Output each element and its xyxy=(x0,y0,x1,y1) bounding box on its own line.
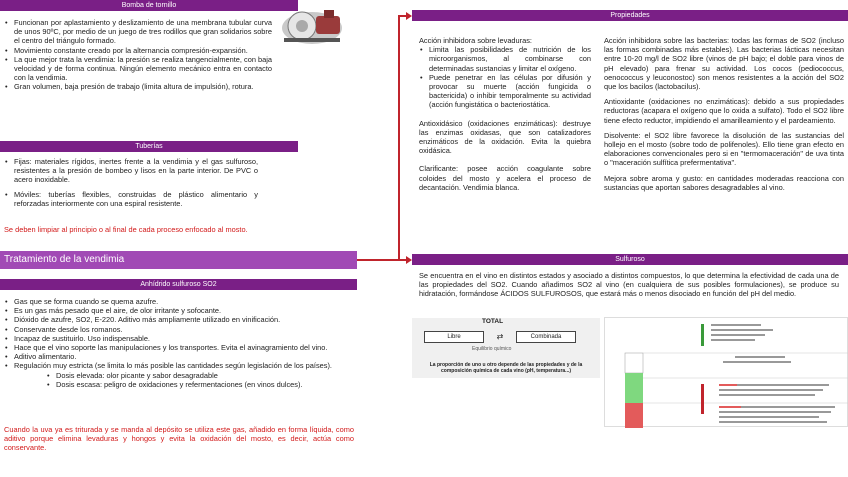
tratamiento-item: • Hace que el vino soporte las manipulaciones y los transportes. Evita el avinagramiento del vino. xyxy=(4,343,354,352)
tratamiento-note: Cuando la uva ya es triturada y se manda al depósito se utiliza este gas, añadido en forma líquida, como aditivo porque elimina levaduras y hongos y evita la oxidación del mosto, es decir, actúa como conservante. xyxy=(4,425,354,453)
tratamiento-item: • Incapaz de sustituirlo. Uso indispensable. xyxy=(4,334,354,343)
bomba-item: • Funcionan por aplastamiento y deslizamiento de una membrana tubular curva de unos 90ºC, por medio de un juego de tres rodillos que gran solidarios sobre el centro del triángulo formado. xyxy=(4,18,272,46)
diagram-combinada-box xyxy=(516,331,576,343)
propiedades-left-item: • Limita las posibilidades de nutrición de los microorganismos, al combinarse con determinadas sustancias y limitar el oxígeno. xyxy=(419,45,591,73)
sulfuroso-text: Se encuentra en el vino en distintos estados y asociado a distintos compuestos, lo que determina la efectividad de cada una de las propiedades del SO2. Cuando añadimos SO2 al vino (en cualquiera de sus posibles formulaciones), se produce su hidratación, formándose ÁCIDOS SULFUROSOS, que estará más o menos disociado en función del pH del medio. xyxy=(419,271,839,299)
propiedades-left-intro: Acción inhibidora sobre levaduras: xyxy=(419,36,532,45)
so2-ph-chart-image xyxy=(604,317,848,427)
bomba-item: • Movimiento constante creado por la alternancia compresión-expansión. xyxy=(4,46,272,55)
bomba-item: • La que mejor trata la vendimia: la presión se realiza tangencialmente, con baja velocidad y de forma continua. Ningún elemento mecánico entra en contacto con la vendimia. xyxy=(4,55,272,83)
diagram-libre-label: Libre xyxy=(447,334,461,340)
tratamiento-list xyxy=(4,297,354,389)
bomba-list xyxy=(4,18,272,92)
diagram-arrows-icon: ⇄ xyxy=(496,332,504,341)
tuberias-item: • Móviles: tuberías flexibles, construidas de plástico alimentario y reforzadas interiormente con una espiral resistente. xyxy=(4,190,258,208)
so2-diagram xyxy=(412,318,600,378)
propiedades-right-p2: Antioxidante (oxidaciones no enzimáticas): debido a sus propiedades reductoras (acapara el oxígeno que lo oxida a sulfato). Todo el SO2 libre tiene efecto reductor, impidiendo el amarilleamiento y el pardeamiento. xyxy=(604,97,844,125)
anhidrido-header xyxy=(0,279,357,290)
tuberias-item: • Fijas: materiales rígidos, inertes frente a la vendimia y el gas sulfuroso, resistentes a la presión de bombeo y lisos en la parte interior. De PVC o acero inoxidable. xyxy=(4,157,258,185)
propiedades-left-item: • Puede penetrar en las células por difusión y provocar su muerte (acción fungicida o bactericida) o inhibir temporalmente su actividad (acción fungistática o bacteriostática. xyxy=(419,73,591,110)
propiedades-right-p4: Mejora sobre aroma y gusto: en cantidades moderadas reacciona con sustancias que aportan sabores desagradables al vino. xyxy=(604,173,844,192)
bomba-title: Bomba de tornillo xyxy=(121,2,177,9)
tratamiento-subitem: • Dosis escasa: peligro de oxidaciones y refermentaciones (en vinos dulces). xyxy=(46,380,354,389)
tratamiento-item: • Regulación muy estricta (se limita lo más posible las cantidades según legislación de los países). xyxy=(4,361,354,370)
tratamiento-bar xyxy=(0,251,357,269)
tratamiento-item: • Es un gas más pesado que el aire, de olor irritante y sofocante. xyxy=(4,306,354,315)
propiedades-left-p3: Clarificante: posee acción coagulante sobre coloides del mosto y acelera el proceso de decantación. Vendimia blanca. xyxy=(419,164,591,192)
diagram-libre-box xyxy=(424,331,484,343)
propiedades-right-p1: Acción inhibidora sobre las bacterias: todas las formas de SO2 (incluso las formas combinadas más estables). Las bacterias lácticas necesitan entre 10-20 mg/l de SO2 libre (vinos de pH bajo; el doble para vinos de pH elevado) para frenar su actividad. Los cocos (pediococcus, oenococcus y leuconostoc) son menos resistentes a la acción del SO2 que los bacilos (lactobacilus). xyxy=(604,36,844,92)
diagram-total-label: TOTAL xyxy=(482,318,504,325)
diagram-caption: La proporción de uno u otro depende de las propiedades y de la composición química de cada vino (pH, temperatura...) xyxy=(429,362,583,374)
tratamiento-item: • Aditivo alimentario. xyxy=(4,352,354,361)
tratamiento-item: • Dióxido de azufre, SO2, E-220. Aditivo más ampliamente utilizado en vinificación. xyxy=(4,315,354,324)
tuberias-note: Se deben limpiar al principio o al final de cada proceso enfocado al mosto. xyxy=(4,225,248,234)
tratamiento-item: • Conservante desde los romanos. xyxy=(4,325,354,334)
arrow-connector-vertical xyxy=(398,15,400,261)
tuberias-header xyxy=(0,141,298,152)
pump-image xyxy=(272,4,352,48)
propiedades-left xyxy=(419,36,591,192)
diagram-combinada-label: Combinada xyxy=(530,334,562,340)
propiedades-header xyxy=(412,10,848,21)
tuberias-title: Tuberías xyxy=(135,143,163,150)
propiedades-right xyxy=(604,36,844,192)
propiedades-title: Propiedades xyxy=(610,12,650,19)
bomba-header xyxy=(0,0,298,11)
tuberias-list xyxy=(4,157,258,208)
arrow-connector-left xyxy=(357,259,399,261)
propiedades-right-p3: Disolvente: el SO2 libre favorece la disolución de las sustancias del hollejo en el mosto (sobre todo de polifenoles). Ello tiene gran efecto en elaboraciones convencionales pero si en "termomaceración" de uva tinta o "maceración sulfítica prefermentativa". xyxy=(604,130,844,168)
bomba-item: • Gran volumen, baja presión de trabajo (limita altura de impulsión), rotura. xyxy=(4,82,272,91)
tratamiento-subitem: • Dosis elevada: olor picante y sabor desagradable xyxy=(46,371,354,380)
anhidrido-title: Anhídrido sulfuroso SO2 xyxy=(140,281,217,288)
tratamiento-item: • Gas que se forma cuando se quema azufre. xyxy=(4,297,354,306)
diagram-equilibrio-label: Equilibrio químico xyxy=(472,346,512,352)
sulfuroso-title: Sulfuroso xyxy=(615,256,645,263)
propiedades-left-p2: Antioxidásico (oxidaciones enzimáticas): destruye las enzimas oxidasas, que son catalizadores enzimáticos de la oxidación. Evita la quiebra oxidásica. xyxy=(419,118,591,156)
tratamiento-title: Tratamiento de la vendimia xyxy=(4,254,125,265)
sulfuroso-header xyxy=(412,254,848,265)
